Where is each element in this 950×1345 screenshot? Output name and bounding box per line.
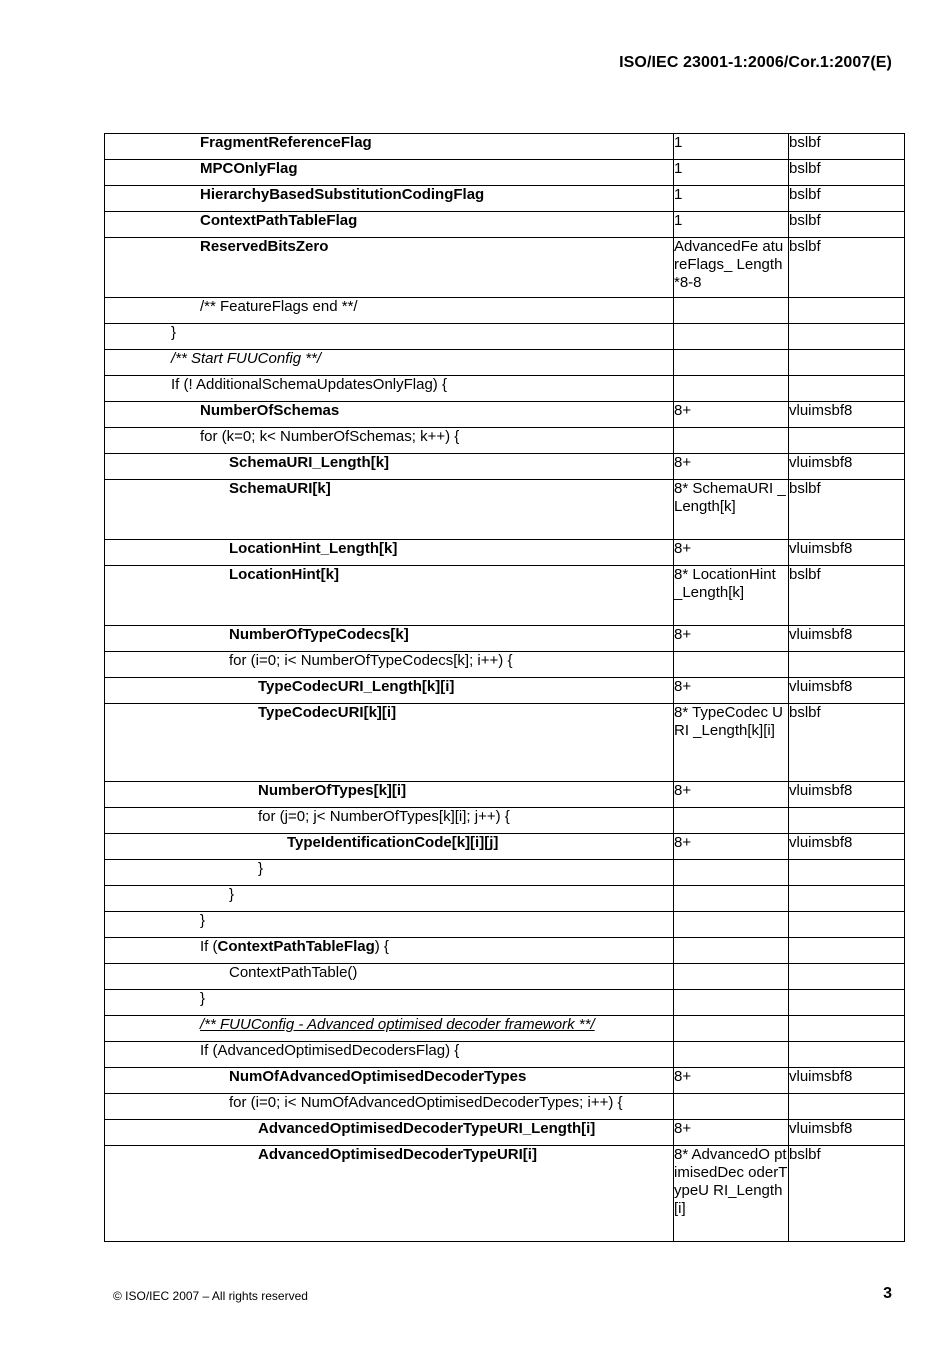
syntax-comment: /** FeatureFlags end **/	[200, 298, 358, 315]
mnemonic: vluimsbf8	[789, 834, 853, 851]
syntax-statement: for (j=0; j< NumberOfTypes[k][i]; j++) {	[258, 808, 510, 825]
num-bits: 1	[674, 160, 683, 177]
num-bits: 8+	[674, 782, 692, 799]
syntax-element: TypeIdentificationCode[k][i][j]	[287, 834, 499, 851]
table-row	[105, 1120, 905, 1146]
table-row	[105, 938, 905, 964]
mnemonic: vluimsbf8	[789, 402, 853, 419]
syntax-element: TypeCodecURI[k][i]	[258, 704, 397, 721]
table-row	[105, 480, 905, 540]
page-number: 3	[883, 1285, 892, 1302]
table-row	[105, 350, 905, 376]
table-row	[105, 1094, 905, 1120]
num-bits: 8+	[674, 1120, 692, 1137]
mnemonic: bslbf	[789, 186, 821, 203]
syntax-element: SchemaURI_Length[k]	[229, 454, 390, 471]
mnemonic: vluimsbf8	[789, 782, 853, 799]
syntax-brace: }	[200, 912, 206, 929]
num-bits: 1	[674, 186, 683, 203]
syntax-brace: }	[229, 886, 235, 903]
syntax-element: TypeCodecURI_Length[k][i]	[258, 678, 455, 695]
num-bits: 8* LocationHint _Length[k]	[674, 566, 776, 601]
mnemonic: bslbf	[789, 1146, 821, 1163]
table-row	[105, 540, 905, 566]
num-bits: 1	[674, 212, 683, 229]
table-row	[105, 238, 905, 298]
syntax-element: LocationHint[k]	[229, 566, 339, 583]
table-row	[105, 298, 905, 324]
table-row	[105, 428, 905, 454]
syntax-statement: for (i=0; i< NumOfAdvancedOptimisedDecoderTypes; i++) {	[229, 1094, 623, 1111]
mnemonic: vluimsbf8	[789, 540, 853, 557]
syntax-statement	[105, 938, 673, 956]
syntax-statement: If (AdvancedOptimisedDecodersFlag) {	[200, 1042, 460, 1059]
mnemonic: bslbf	[789, 704, 821, 721]
copyright-footer: © ISO/IEC 2007 – All rights reserved	[113, 1289, 308, 1303]
mnemonic: bslbf	[789, 134, 821, 151]
table-row	[105, 626, 905, 652]
mnemonic: bslbf	[789, 160, 821, 177]
table-row	[105, 808, 905, 834]
mnemonic: vluimsbf8	[789, 626, 853, 643]
syntax-element: FragmentReferenceFlag	[200, 134, 372, 151]
syntax-brace: }	[258, 860, 264, 877]
table-row	[105, 704, 905, 782]
syntax-element: SchemaURI[k]	[229, 480, 331, 497]
table-row	[105, 376, 905, 402]
document-id-header: ISO/IEC 23001-1:2006/Cor.1:2007(E)	[619, 54, 892, 71]
table-row	[105, 678, 905, 704]
syntax-element: NumOfAdvancedOptimisedDecoderTypes	[229, 1068, 527, 1085]
table-row	[105, 886, 905, 912]
syntax-statement: If (! AdditionalSchemaUpdatesOnlyFlag) {	[171, 376, 447, 393]
syntax-comment: /** Start FUUConfig **/	[171, 350, 322, 367]
table-row	[105, 324, 905, 350]
syntax-table	[104, 133, 905, 1242]
table-row	[105, 652, 905, 678]
mnemonic: vluimsbf8	[789, 1068, 853, 1085]
table-row	[105, 402, 905, 428]
syntax-prefix: If (	[200, 938, 218, 955]
syntax-flag: ContextPathTableFlag	[217, 938, 375, 955]
table-row	[105, 1016, 905, 1042]
syntax-element: ContextPathTableFlag	[200, 212, 358, 229]
table-row	[105, 990, 905, 1016]
table-row	[105, 834, 905, 860]
syntax-statement: ContextPathTable()	[229, 964, 358, 981]
table-row	[105, 1146, 905, 1242]
syntax-brace: }	[200, 990, 206, 1007]
syntax-comment: /** FUUConfig - Advanced optimised decoder framework **/	[200, 1016, 595, 1033]
syntax-element: NumberOfTypeCodecs[k]	[229, 626, 409, 643]
table-row	[105, 1068, 905, 1094]
syntax-element: LocationHint_Length[k]	[229, 540, 398, 557]
table-row	[105, 566, 905, 626]
mnemonic: vluimsbf8	[789, 1120, 853, 1137]
num-bits: 8+	[674, 678, 692, 695]
num-bits: 8+	[674, 1068, 692, 1085]
num-bits: 8+	[674, 402, 692, 419]
num-bits: 8+	[674, 540, 692, 557]
table-row	[105, 782, 905, 808]
num-bits: AdvancedFe atureFlags_ Length*8-8	[674, 238, 784, 291]
table-row	[105, 912, 905, 938]
num-bits: 8+	[674, 626, 692, 643]
table-row	[105, 860, 905, 886]
mnemonic: bslbf	[789, 480, 821, 497]
table-row	[105, 186, 905, 212]
num-bits: 1	[674, 134, 683, 151]
table-row	[105, 212, 905, 238]
syntax-brace: }	[171, 324, 177, 341]
syntax-element: AdvancedOptimisedDecoderTypeURI_Length[i]	[258, 1120, 596, 1137]
mnemonic: bslbf	[789, 238, 821, 255]
syntax-element: NumberOfTypes[k][i]	[258, 782, 407, 799]
table-row	[105, 964, 905, 990]
syntax-statement: for (k=0; k< NumberOfSchemas; k++) {	[200, 428, 460, 445]
syntax-element: NumberOfSchemas	[200, 402, 340, 419]
syntax-statement: for (i=0; i< NumberOfTypeCodecs[k]; i++) {	[229, 652, 513, 669]
syntax-element: ReservedBitsZero	[200, 238, 329, 255]
syntax-element: HierarchyBasedSubstitutionCodingFlag	[200, 186, 485, 203]
table-row	[105, 1042, 905, 1068]
syntax-element: MPCOnlyFlag	[200, 160, 298, 177]
mnemonic: bslbf	[789, 566, 821, 583]
syntax-element: AdvancedOptimisedDecoderTypeURI[i]	[258, 1146, 537, 1163]
syntax-suffix: ) {	[374, 938, 389, 955]
num-bits: 8+	[674, 454, 692, 471]
num-bits: 8* SchemaURI _Length[k]	[674, 480, 786, 515]
table-row	[105, 454, 905, 480]
num-bits: 8+	[674, 834, 692, 851]
num-bits: 8* AdvancedO ptimisedDec oderTypeU RI_Length[i]	[674, 1146, 788, 1217]
mnemonic: vluimsbf8	[789, 678, 853, 695]
num-bits: 8* TypeCodec URI _Length[k][i]	[674, 704, 783, 739]
table-row	[105, 134, 905, 160]
table-row	[105, 160, 905, 186]
mnemonic: bslbf	[789, 212, 821, 229]
mnemonic: vluimsbf8	[789, 454, 853, 471]
